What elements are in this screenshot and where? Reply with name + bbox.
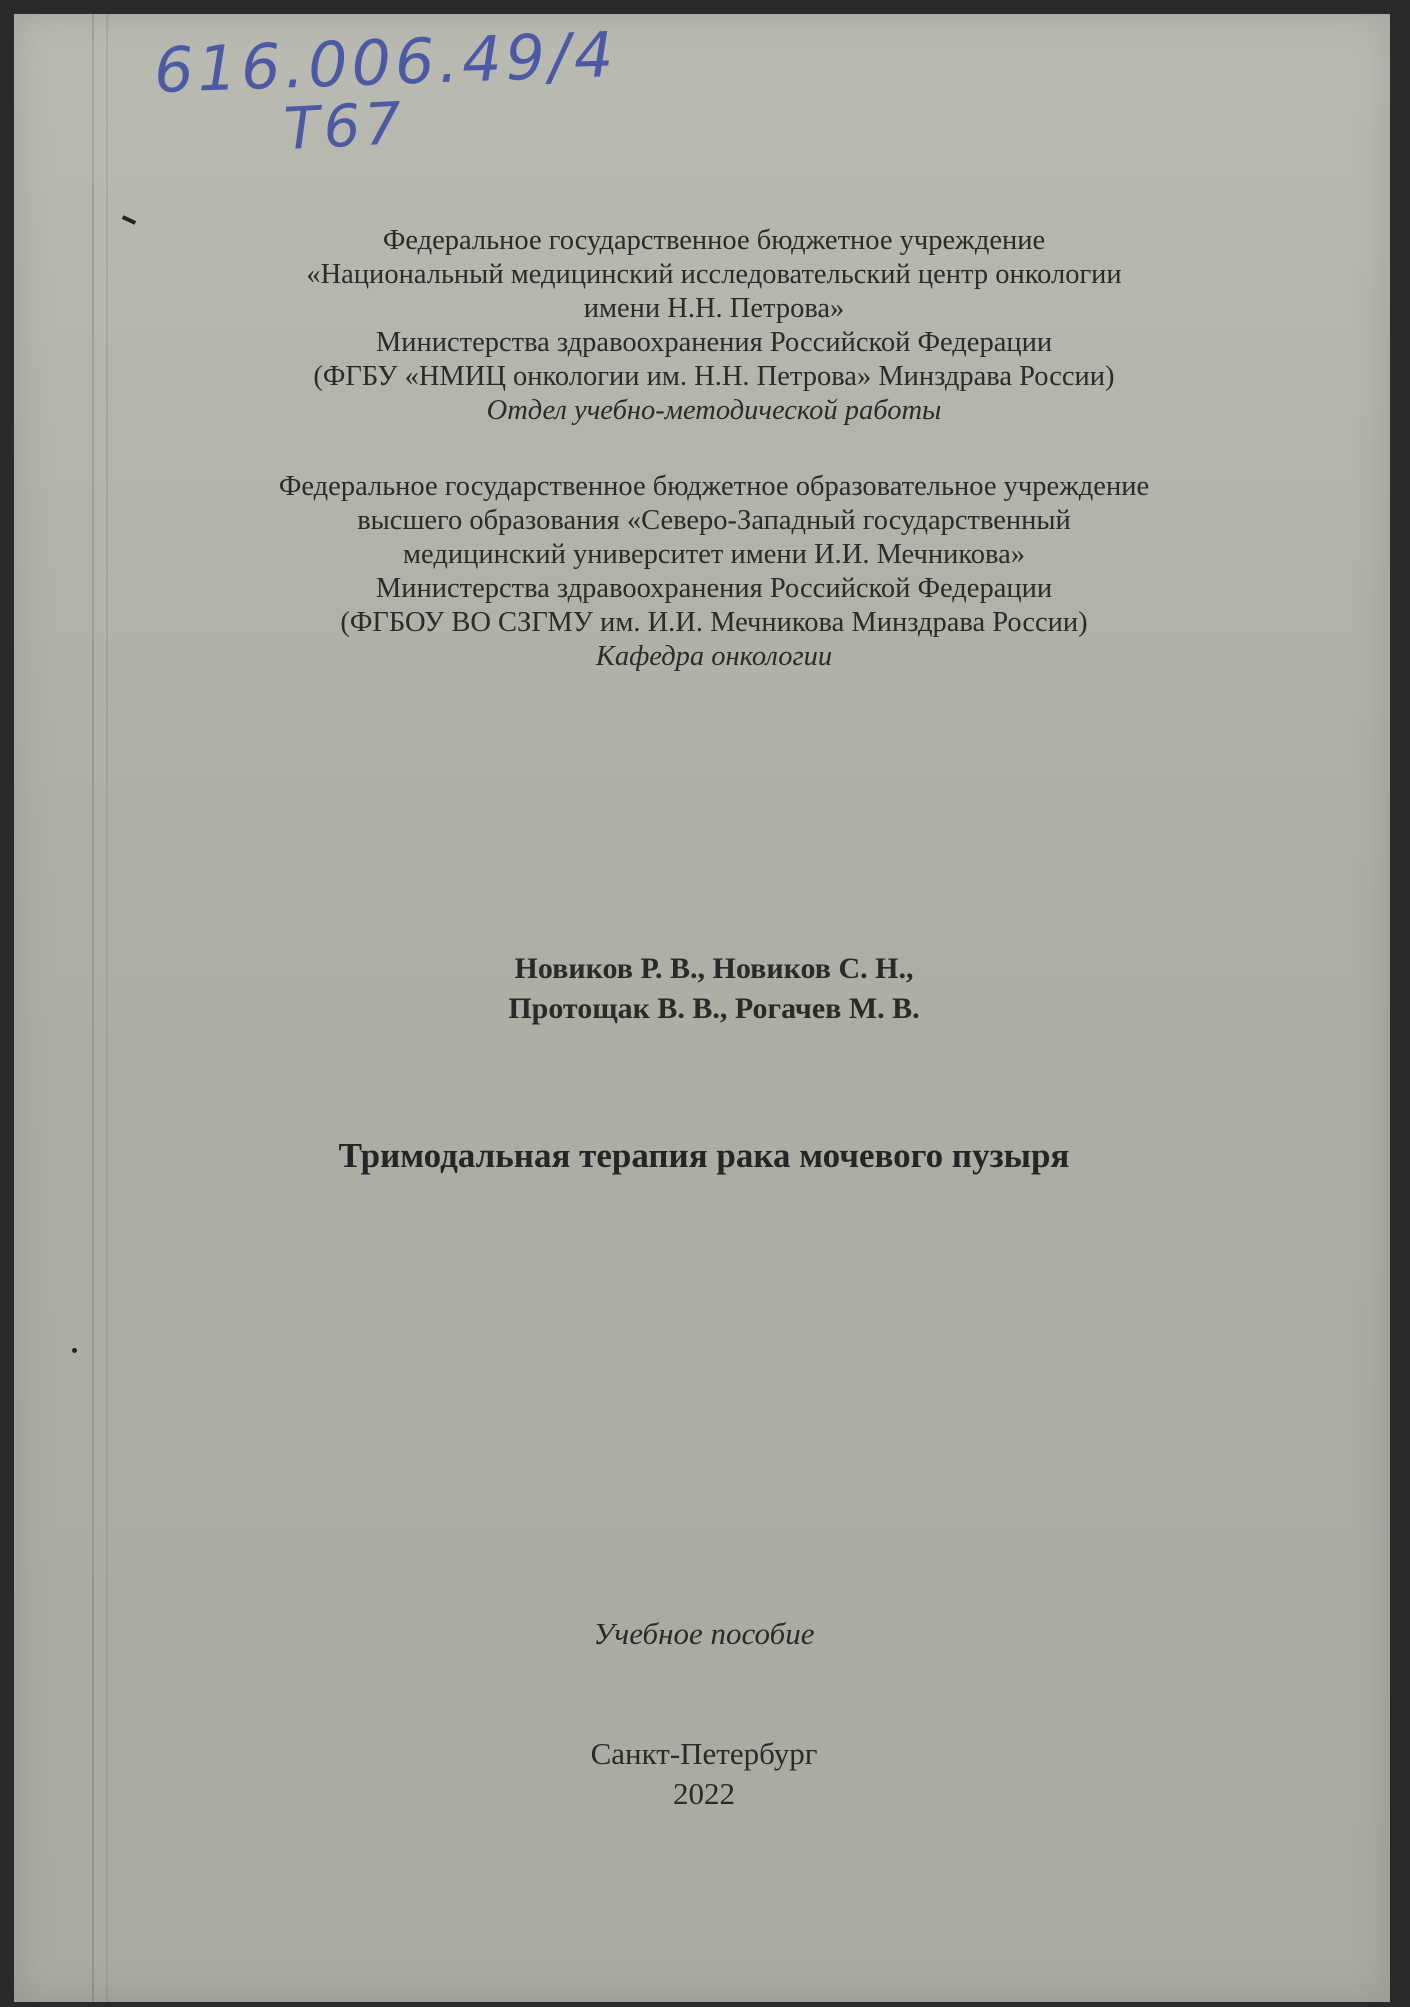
year: 2022	[673, 1776, 735, 1811]
dust-mark	[72, 1348, 77, 1353]
institution-block-1	[154, 224, 1274, 428]
institution-line: Федеральное государственное бюджетное учреждение	[382, 225, 1046, 256]
institution-line: высшего образования «Северо-Западный государственный	[357, 505, 1071, 536]
book-cover	[14, 14, 1390, 2002]
department-name: Отдел учебно-методической работы	[486, 395, 942, 426]
authors-line: Протощак В. В., Рогачев М. В.	[508, 992, 920, 1025]
department-name: Кафедра онкологии	[595, 641, 833, 672]
spine-crease	[106, 14, 108, 2002]
city: Санкт-Петербург	[590, 1736, 818, 1771]
library-call-number: 616.006.49/4	[152, 17, 619, 108]
authors-line: Новиков Р. В., Новиков С. Н.,	[514, 952, 914, 985]
institution-line: (ФГБОУ ВО СЗГМУ им. И.И. Мечникова Минздрава России)	[340, 607, 1088, 638]
spine-crease	[92, 14, 94, 2002]
institution-line: имени Н.Н. Петрова»	[583, 293, 845, 324]
institution-line: медицинский университет имени И.И. Мечникова»	[403, 539, 1025, 570]
institution-line: Министерства здравоохранения Российской Федерации	[375, 573, 1053, 604]
dust-mark	[122, 215, 136, 225]
book-title: Тримодальная терапия рака мочевого пузыря	[338, 1136, 1070, 1175]
imprint	[154, 1734, 1254, 1814]
library-author-mark: T67	[282, 88, 407, 164]
institution-block-2	[154, 470, 1274, 674]
institution-line: Федеральное государственное бюджетное образовательное учреждение	[278, 471, 1150, 502]
institution-line: «Национальный медицинский исследовательский центр онкологии	[306, 259, 1122, 290]
institution-line: (ФГБУ «НМИЦ онкологии им. Н.Н. Петрова» Минздрава России)	[313, 361, 1115, 392]
publication-type: Учебное пособие	[593, 1616, 815, 1651]
institution-line: Министерства здравоохранения Российской Федерации	[375, 327, 1053, 358]
authors	[154, 949, 1274, 1029]
